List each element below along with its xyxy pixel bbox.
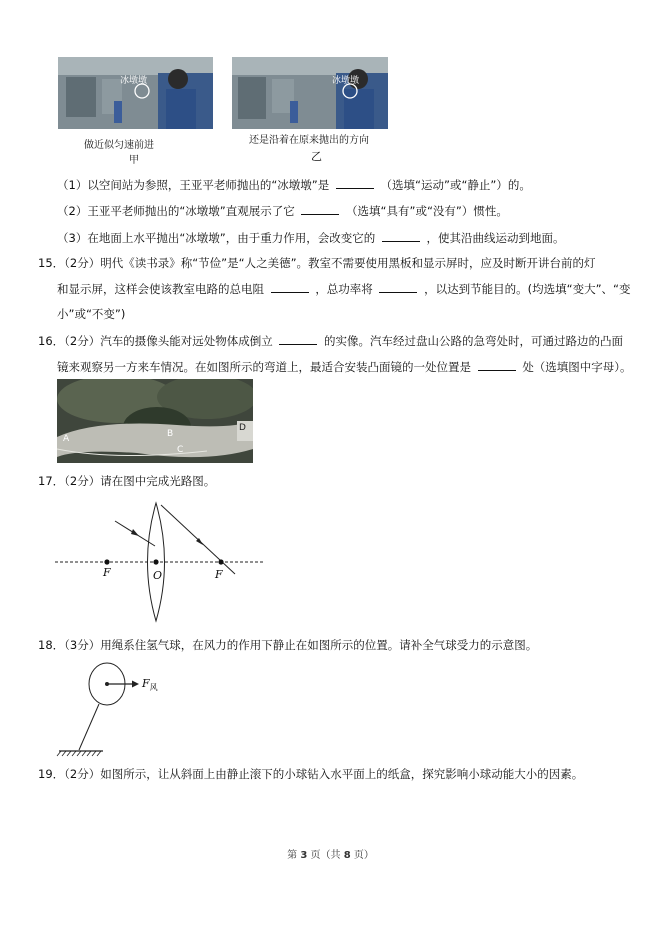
label-f-right: F: [215, 568, 223, 581]
balloon-diagram: [55, 660, 175, 760]
ground-hatching: [57, 751, 101, 756]
q15-line3: 小”或“不变”): [57, 307, 126, 321]
answer-blank[interactable]: [271, 280, 309, 293]
q17-text: 17．（2分）请在图中完成光路图。: [38, 474, 216, 488]
answer-blank[interactable]: [301, 202, 339, 215]
force-label: $F_风$: [142, 677, 158, 693]
lens-ray-diagram: [55, 495, 265, 625]
focus-point-left: [104, 559, 109, 564]
q14-part2: （2）王亚平老师抛出的“冰墩墩”直观展示了它 （选填“具有”或“没有”）惯性。: [57, 204, 508, 218]
q14-part3: （3）在地面上水平抛出“冰墩墩”，由于重力作用，会改变它的 ，使其沿曲线运动到地面。: [57, 231, 565, 245]
q16-line1: 16．（2分）汽车的摄像头能对远处物体成倒立 的实像。汽车经过盘山公路的急弯处时，可通过路边的凸面: [38, 334, 624, 348]
answer-blank[interactable]: [379, 280, 417, 293]
q15-line2: 和显示屏，这样会使该教室电路的总电阻 ，总功率将 ，以达到节能目的。(均选填“变大”、“变: [57, 282, 631, 296]
space-station-scene-right: [232, 57, 388, 129]
page-footer: 第 3 页（共 8 页）: [287, 850, 374, 861]
arrow-icon: [131, 529, 139, 536]
road-label-c: C: [177, 445, 184, 455]
arrow-icon: [132, 681, 139, 688]
q18-text: 18．（3分）用绳系住氢气球，在风力的作用下静止在如图所示的位置。请补全气球受力的示意图。: [38, 638, 538, 652]
total-pages: 8: [343, 850, 351, 861]
figure-tag-yi: 乙: [311, 150, 322, 163]
figure-tag-jia: 甲: [129, 155, 139, 166]
q19-text: 19．（2分）如图所示，让从斜面上由静止滚下的小球钻入水平面上的纸盒，探究影响小球动能大小的因素。: [38, 767, 584, 781]
label-o: O: [153, 569, 163, 582]
photo-jia: [58, 57, 213, 129]
q14-part1: （1）以空间站为参照，王亚平老师抛出的“冰墩墩”是 （选填“运动”或“静止”）的。: [57, 178, 531, 192]
photo-yi: [232, 57, 388, 129]
q15-line1: 15．（2分）明代《读书录》称“节俭”是“人之美德”。教室不需要使用黑板和显示屏时，应及时断开讲台前的灯: [38, 256, 596, 270]
winding-road-scene: [57, 379, 253, 463]
road-label-b: B: [167, 429, 174, 439]
caption-yi: 还是沿着在原来抛出的方向: [249, 135, 369, 146]
answer-blank[interactable]: [382, 229, 420, 242]
answer-blank[interactable]: [478, 358, 516, 371]
page-number: 3: [300, 850, 308, 861]
focus-point-right: [218, 559, 223, 564]
road-label-a: A: [63, 434, 70, 444]
optical-center-point: [153, 559, 158, 564]
mountain-road-photo: [57, 379, 253, 463]
space-station-scene-left: [58, 57, 213, 129]
photo-label-bingdundun: 冰墩墩: [120, 76, 148, 86]
label-f-left: F: [103, 566, 111, 579]
rope: [79, 704, 99, 750]
answer-blank[interactable]: [279, 332, 317, 345]
photo-label-bingdundun-right: 冰墩墩: [332, 76, 360, 86]
caption-jia: 做近似匀速前进: [84, 140, 154, 151]
road-label-d: D: [239, 423, 246, 433]
q16-line2: 镜来观察另一方来车情况。在如图所示的弯道上，最适合安装凸面镜的一处位置是 处（选填图中字母）。: [57, 360, 632, 374]
answer-blank[interactable]: [336, 176, 374, 189]
